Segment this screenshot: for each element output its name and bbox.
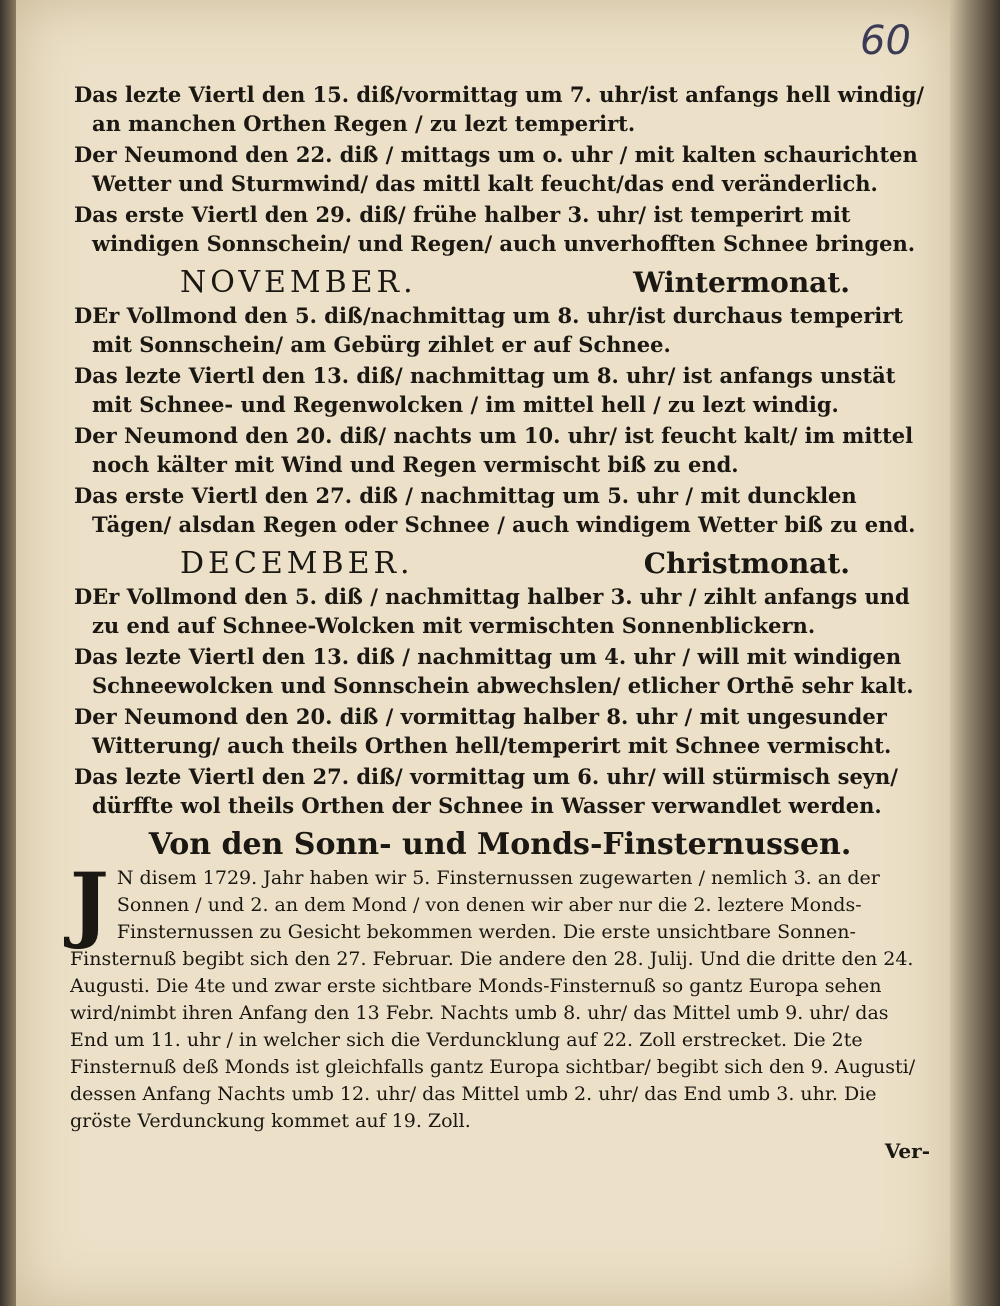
- december-entry: Das lezte Viertl den 27. diß/ vormittag um 6. uhr/ will stürmisch seyn/ dürffte wol theils Orthen der Schnee in Wasser verwandlet werden.: [74, 764, 898, 818]
- page-text: [70, 80, 930, 1166]
- december-entry: Der Neumond den 20. diß / vormittag halber 8. uhr / mit ungesunder Witterung/ auch theils Orthen hell/temperirt mit Schnee vermischt.: [74, 704, 892, 758]
- november-german: Wintermonat.: [633, 266, 850, 299]
- october-entry: Der Neumond den 22. diß / mittags um o. uhr / mit kalten schaurichten Wetter und Sturmwind/ das mittl kalt feucht/das end veränderlich.: [74, 142, 918, 196]
- december-entry: Das lezte Viertl den 13. diß / nachmittag um 4. uhr / will mit windigen Schneewolcken und Sonnschein abwechslen/ etlicher Orthē sehr kalt.: [74, 644, 914, 698]
- november-entry: DEr Vollmond den 5. diß/nachmittag um 8. uhr/ist durchaus temperirt mit Sonnschein/ am Gebürg zihlet er auf Schnee.: [74, 303, 904, 357]
- december-heading: [70, 546, 930, 581]
- eclipse-body: N disem 1729. Jahr haben wir 5. Finsternussen zugewarten / nemlich 3. an der Sonnen / und 2. an dem Mond / von denen wir aber nur die 2. leztere Monds-Finsternussen zu Gesicht bekommen werden. Die erste unsichtbare Sonnen-Finsternuß begibt sich den 27. Februar. Die andere den 28. Julij. Und die dritte den 24. Augusti. Die 4te und zwar erste sichtbare Monds-Finsternuß so gantz Europa sehen wird/nimbt ihren Anfang den 13 Febr. Nachts umb 8. uhr/ das Mittel umb 9. uhr/ das End um 11. uhr / in welcher sich die Verduncklung auf 22. Zoll erstrecket. Die 2te Finsternuß deß Monds ist gleichfalls gantz Europa sichtbar/ begibt sich den 9. Augusti/ dessen Anfang Nachts umb 12. uhr/ das Mittel umb 2. uhr/ das End umb 3. uhr. Die gröste Verdunckung kommet auf 19. Zoll.: [70, 867, 916, 1132]
- catchword: Ver-: [884, 1139, 930, 1163]
- november-heading: [70, 265, 930, 300]
- drop-cap: J: [70, 856, 109, 952]
- november-entry: Das erste Viertl den 27. diß / nachmittag um 5. uhr / mit duncklen Tägen/ alsdan Regen oder Schnee / auch windigem Wetter biß zu end.: [74, 483, 916, 537]
- december-latin: DECEMBER.: [180, 546, 414, 581]
- eclipse-paragraph: [70, 856, 930, 1135]
- october-entry: Das erste Viertl den 29. diß/ frühe halber 3. uhr/ ist temperirt mit windigen Sonnschein/ und Regen/ auch unverhofften Schnee bringen.: [74, 202, 916, 256]
- page-edge: [950, 0, 1000, 1306]
- december-entry: DEr Vollmond den 5. diß / nachmittag halber 3. uhr / zihlt anfangs und zu end auf Schnee-Wolcken mit vermischten Sonnenblickern.: [74, 584, 910, 638]
- october-entry: Das lezte Viertl den 15. diß/vormittag um 7. uhr/ist anfangs hell windig/ an manchen Orthen Regen / zu lezt temperirt.: [74, 82, 925, 136]
- december-german: Christmonat.: [643, 547, 850, 580]
- november-entry: Das lezte Viertl den 13. diß/ nachmittag um 8. uhr/ ist anfangs unstät mit Schnee- und Regenwolcken / im mittel hell / zu lezt windig.: [74, 363, 896, 417]
- november-latin: NOVEMBER.: [180, 265, 417, 300]
- book-gutter: [0, 0, 16, 1306]
- folio-number: 60: [860, 18, 911, 64]
- november-entry: Der Neumond den 20. diß/ nachts um 10. uhr/ ist feucht kalt/ im mittel noch kälter mit Wind und Regen vermischt biß zu end.: [74, 423, 914, 477]
- eclipse-section-title: Von den Sonn- und Monds-Finsternussen.: [148, 827, 852, 862]
